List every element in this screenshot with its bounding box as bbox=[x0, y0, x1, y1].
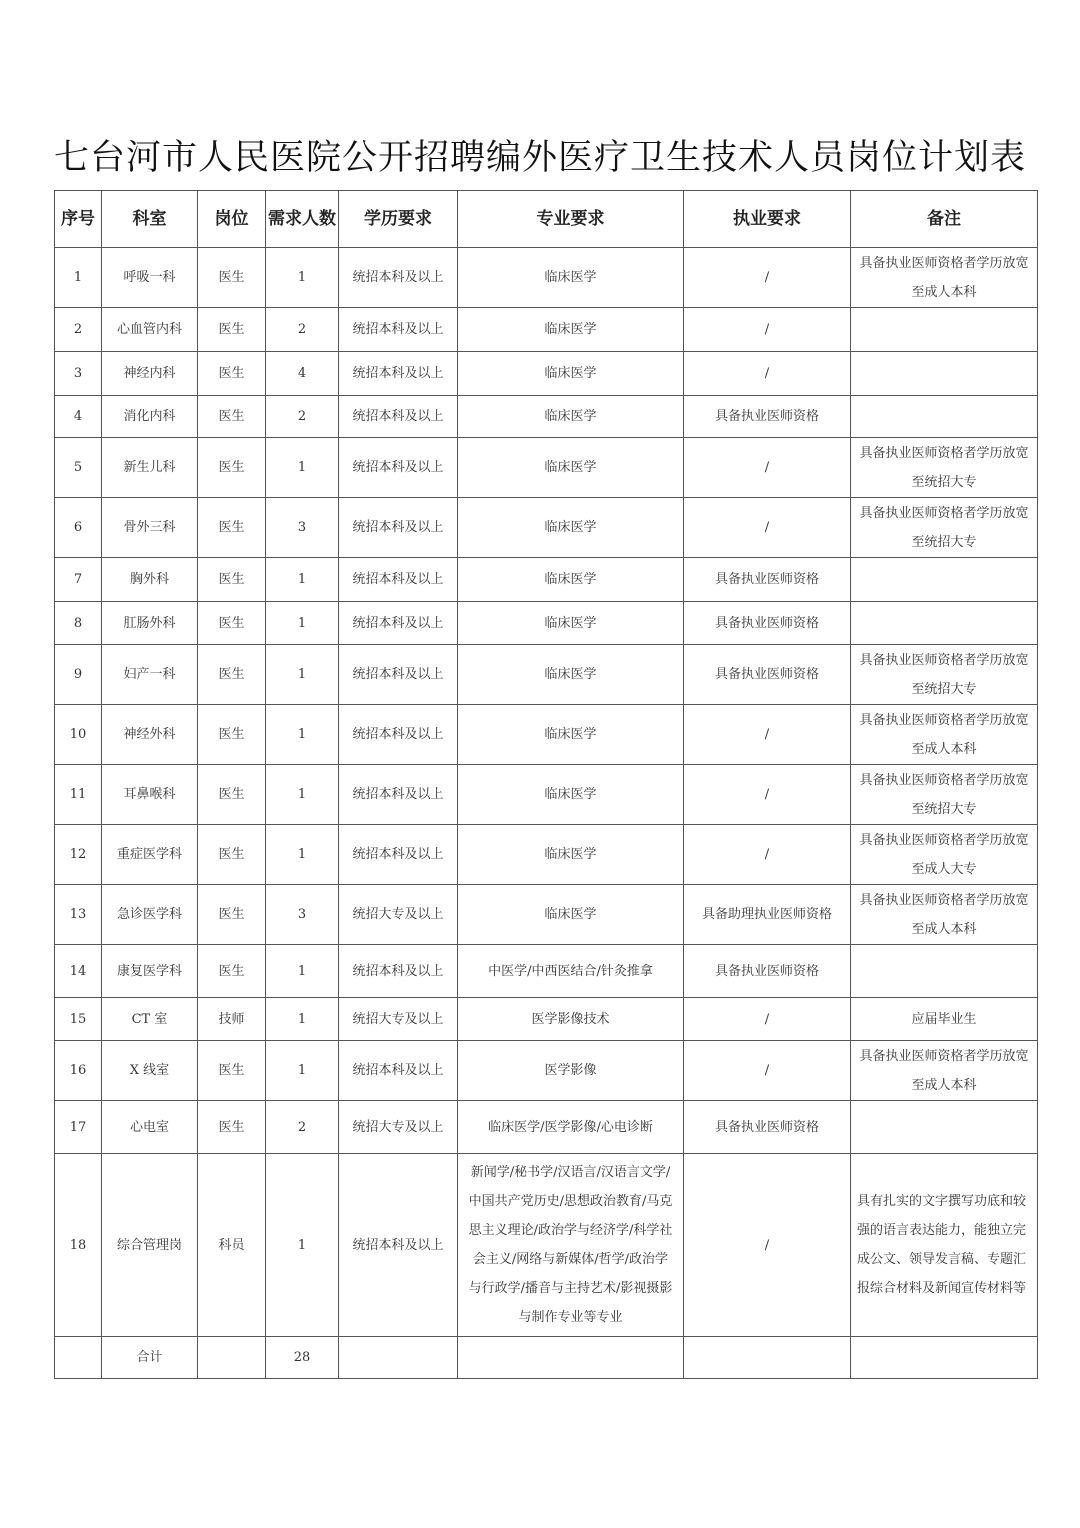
row-dept: 呼吸一科 bbox=[102, 248, 198, 308]
row-no: 8 bbox=[55, 602, 102, 645]
row-major: 临床医学 bbox=[458, 645, 684, 705]
row-note: 具备执业医师资格者学历放宽至统招大专 bbox=[851, 765, 1038, 825]
row-post: 医生 bbox=[198, 602, 266, 645]
row-license: 具备执业医师资格 bbox=[684, 558, 851, 602]
row-dept: 消化内科 bbox=[102, 396, 198, 438]
row-edu: 统招本科及以上 bbox=[339, 705, 458, 765]
row-dept: 耳鼻喉科 bbox=[102, 765, 198, 825]
row-post: 医生 bbox=[198, 705, 266, 765]
row-license: / bbox=[684, 438, 851, 498]
row-major: 临床医学 bbox=[458, 352, 684, 396]
row-count: 3 bbox=[266, 498, 339, 558]
row-post: 医生 bbox=[198, 558, 266, 602]
table-row bbox=[55, 1041, 1038, 1101]
row-license: 具备执业医师资格 bbox=[684, 1101, 851, 1154]
row-count: 1 bbox=[266, 1154, 339, 1337]
row-count: 4 bbox=[266, 352, 339, 396]
row-note bbox=[851, 352, 1038, 396]
table-row bbox=[55, 645, 1038, 705]
row-no: 5 bbox=[55, 438, 102, 498]
row-no: 13 bbox=[55, 885, 102, 945]
row-edu: 统招本科及以上 bbox=[339, 602, 458, 645]
row-edu: 统招本科及以上 bbox=[339, 352, 458, 396]
row-no: 10 bbox=[55, 705, 102, 765]
row-note: 具备执业医师资格者学历放宽至成人本科 bbox=[851, 885, 1038, 945]
row-edu: 统招本科及以上 bbox=[339, 945, 458, 998]
row-license: / bbox=[684, 825, 851, 885]
table-row bbox=[55, 1101, 1038, 1154]
row-post: 医生 bbox=[198, 248, 266, 308]
row-post: 医生 bbox=[198, 396, 266, 438]
row-post: 医生 bbox=[198, 498, 266, 558]
row-post: 医生 bbox=[198, 1101, 266, 1154]
row-count: 2 bbox=[266, 308, 339, 352]
row-dept: 神经外科 bbox=[102, 705, 198, 765]
row-major: 临床医学 bbox=[458, 885, 684, 945]
row-dept: X 线室 bbox=[102, 1041, 198, 1101]
row-no: 12 bbox=[55, 825, 102, 885]
row-edu: 统招本科及以上 bbox=[339, 248, 458, 308]
row-count: 1 bbox=[266, 945, 339, 998]
row-license: / bbox=[684, 498, 851, 558]
row-post: 技师 bbox=[198, 998, 266, 1041]
row-license: 具备执业医师资格 bbox=[684, 396, 851, 438]
row-count: 1 bbox=[266, 602, 339, 645]
row-license: / bbox=[684, 1154, 851, 1337]
table-row bbox=[55, 352, 1038, 396]
row-no: 18 bbox=[55, 1154, 102, 1337]
row-major: 临床医学 bbox=[458, 765, 684, 825]
row-count: 1 bbox=[266, 645, 339, 705]
table-header-row bbox=[55, 191, 1038, 248]
row-major: 临床医学 bbox=[458, 438, 684, 498]
row-no: 11 bbox=[55, 765, 102, 825]
row-major: 医学影像技术 bbox=[458, 998, 684, 1041]
row-note bbox=[851, 308, 1038, 352]
row-note bbox=[851, 945, 1038, 998]
total-no-cell bbox=[55, 1337, 102, 1379]
row-dept: 心血管内科 bbox=[102, 308, 198, 352]
row-count: 1 bbox=[266, 705, 339, 765]
row-count: 1 bbox=[266, 765, 339, 825]
row-no: 6 bbox=[55, 498, 102, 558]
row-note: 具备执业医师资格者学历放宽至成人本科 bbox=[851, 705, 1038, 765]
total-major-cell bbox=[458, 1337, 684, 1379]
row-post: 科员 bbox=[198, 1154, 266, 1337]
row-note bbox=[851, 602, 1038, 645]
row-count: 1 bbox=[266, 825, 339, 885]
row-dept: 肛肠外科 bbox=[102, 602, 198, 645]
table-row bbox=[55, 396, 1038, 438]
row-note: 具备执业医师资格者学历放宽至统招大专 bbox=[851, 498, 1038, 558]
row-no: 4 bbox=[55, 396, 102, 438]
row-note: 具备执业医师资格者学历放宽至统招大专 bbox=[851, 438, 1038, 498]
page-title: 七台河市人民医院公开招聘编外医疗卫生技术人员岗位计划表 bbox=[53, 138, 1026, 178]
row-license: 具备执业医师资格 bbox=[684, 945, 851, 998]
row-dept: 急诊医学科 bbox=[102, 885, 198, 945]
row-note: 应届毕业生 bbox=[851, 998, 1038, 1041]
header-no: 序号 bbox=[55, 191, 102, 248]
row-dept: 新生儿科 bbox=[102, 438, 198, 498]
row-dept: 神经内科 bbox=[102, 352, 198, 396]
row-count: 1 bbox=[266, 558, 339, 602]
row-dept: 康复医学科 bbox=[102, 945, 198, 998]
row-major: 临床医学/医学影像/心电诊断 bbox=[458, 1101, 684, 1154]
row-no: 7 bbox=[55, 558, 102, 602]
row-major: 临床医学 bbox=[458, 396, 684, 438]
row-count: 1 bbox=[266, 998, 339, 1041]
row-license: / bbox=[684, 765, 851, 825]
row-major: 中医学/中西医结合/针灸推拿 bbox=[458, 945, 684, 998]
row-license: / bbox=[684, 705, 851, 765]
row-license: 具备执业医师资格 bbox=[684, 602, 851, 645]
header-license: 执业要求 bbox=[684, 191, 851, 248]
header-note: 备注 bbox=[851, 191, 1038, 248]
row-dept: 心电室 bbox=[102, 1101, 198, 1154]
row-dept: 骨外三科 bbox=[102, 498, 198, 558]
row-major: 新闻学/秘书学/汉语言/汉语言文学/中国共产党历史/思想政治教育/马克思主义理论/政治学与经济学/科学社会主义/网络与新媒体/哲学/政治学与行政学/播音与主持艺术/影视摄影与制作专业等专业 bbox=[458, 1154, 684, 1337]
total-post-cell bbox=[198, 1337, 266, 1379]
row-edu: 统招本科及以上 bbox=[339, 825, 458, 885]
row-note: 具备执业医师资格者学历放宽至成人本科 bbox=[851, 1041, 1038, 1101]
total-note-cell bbox=[851, 1337, 1038, 1379]
row-license: / bbox=[684, 1041, 851, 1101]
row-note: 具有扎实的文字撰写功底和较强的语言表达能力，能独立完成公文、领导发言稿、专题汇报综合材料及新闻宣传材料等 bbox=[851, 1154, 1038, 1337]
table-row bbox=[55, 558, 1038, 602]
row-dept: 胸外科 bbox=[102, 558, 198, 602]
total-edu-cell bbox=[339, 1337, 458, 1379]
row-dept: 综合管理岗 bbox=[102, 1154, 198, 1337]
row-edu: 统招本科及以上 bbox=[339, 438, 458, 498]
total-count: 28 bbox=[266, 1337, 339, 1379]
row-dept: CT 室 bbox=[102, 998, 198, 1041]
row-count: 1 bbox=[266, 1041, 339, 1101]
total-row bbox=[55, 1337, 1038, 1379]
row-note bbox=[851, 1101, 1038, 1154]
row-no: 16 bbox=[55, 1041, 102, 1101]
row-count: 3 bbox=[266, 885, 339, 945]
recruitment-plan-table bbox=[54, 190, 1038, 1379]
row-major: 临床医学 bbox=[458, 602, 684, 645]
row-count: 1 bbox=[266, 438, 339, 498]
row-edu: 统招本科及以上 bbox=[339, 645, 458, 705]
row-major: 临床医学 bbox=[458, 558, 684, 602]
row-edu: 统招本科及以上 bbox=[339, 558, 458, 602]
row-major: 临床医学 bbox=[458, 248, 684, 308]
row-major: 临床医学 bbox=[458, 705, 684, 765]
row-post: 医生 bbox=[198, 945, 266, 998]
row-edu: 统招本科及以上 bbox=[339, 498, 458, 558]
header-major: 专业要求 bbox=[458, 191, 684, 248]
table-row bbox=[55, 885, 1038, 945]
row-no: 2 bbox=[55, 308, 102, 352]
row-note: 具备执业医师资格者学历放宽至成人本科 bbox=[851, 248, 1038, 308]
row-post: 医生 bbox=[198, 352, 266, 396]
row-edu: 统招本科及以上 bbox=[339, 396, 458, 438]
row-note: 具备执业医师资格者学历放宽至统招大专 bbox=[851, 645, 1038, 705]
row-post: 医生 bbox=[198, 765, 266, 825]
table-row bbox=[55, 308, 1038, 352]
row-no: 3 bbox=[55, 352, 102, 396]
row-no: 14 bbox=[55, 945, 102, 998]
row-no: 9 bbox=[55, 645, 102, 705]
row-count: 2 bbox=[266, 396, 339, 438]
row-note: 具备执业医师资格者学历放宽至成人大专 bbox=[851, 825, 1038, 885]
row-no: 1 bbox=[55, 248, 102, 308]
table-row bbox=[55, 825, 1038, 885]
row-major: 临床医学 bbox=[458, 498, 684, 558]
table-row bbox=[55, 438, 1038, 498]
row-post: 医生 bbox=[198, 885, 266, 945]
row-major: 临床医学 bbox=[458, 308, 684, 352]
table-row bbox=[55, 602, 1038, 645]
row-license: / bbox=[684, 998, 851, 1041]
table-row bbox=[55, 998, 1038, 1041]
row-note bbox=[851, 558, 1038, 602]
row-post: 医生 bbox=[198, 825, 266, 885]
row-edu: 统招本科及以上 bbox=[339, 1041, 458, 1101]
row-note bbox=[851, 396, 1038, 438]
row-post: 医生 bbox=[198, 308, 266, 352]
row-dept: 妇产一科 bbox=[102, 645, 198, 705]
row-edu: 统招大专及以上 bbox=[339, 998, 458, 1041]
row-license: / bbox=[684, 308, 851, 352]
total-label: 合计 bbox=[102, 1337, 198, 1379]
row-count: 1 bbox=[266, 248, 339, 308]
header-dept: 科室 bbox=[102, 191, 198, 248]
row-dept: 重症医学科 bbox=[102, 825, 198, 885]
row-no: 17 bbox=[55, 1101, 102, 1154]
header-count: 需求人数 bbox=[266, 191, 339, 248]
table-row bbox=[55, 765, 1038, 825]
row-major: 医学影像 bbox=[458, 1041, 684, 1101]
header-edu: 学历要求 bbox=[339, 191, 458, 248]
table-body bbox=[55, 248, 1038, 1337]
row-post: 医生 bbox=[198, 1041, 266, 1101]
row-edu: 统招大专及以上 bbox=[339, 1101, 458, 1154]
row-license: / bbox=[684, 352, 851, 396]
table-row bbox=[55, 945, 1038, 998]
table-row bbox=[55, 1154, 1038, 1337]
header-post: 岗位 bbox=[198, 191, 266, 248]
table-row bbox=[55, 705, 1038, 765]
row-edu: 统招本科及以上 bbox=[339, 1154, 458, 1337]
table-row bbox=[55, 248, 1038, 308]
row-license: / bbox=[684, 248, 851, 308]
row-major: 临床医学 bbox=[458, 825, 684, 885]
row-no: 15 bbox=[55, 998, 102, 1041]
row-license: 具备执业医师资格 bbox=[684, 645, 851, 705]
total-license-cell bbox=[684, 1337, 851, 1379]
row-license: 具备助理执业医师资格 bbox=[684, 885, 851, 945]
row-count: 2 bbox=[266, 1101, 339, 1154]
row-post: 医生 bbox=[198, 438, 266, 498]
table-row bbox=[55, 498, 1038, 558]
row-edu: 统招大专及以上 bbox=[339, 885, 458, 945]
row-edu: 统招本科及以上 bbox=[339, 308, 458, 352]
row-post: 医生 bbox=[198, 645, 266, 705]
row-edu: 统招本科及以上 bbox=[339, 765, 458, 825]
